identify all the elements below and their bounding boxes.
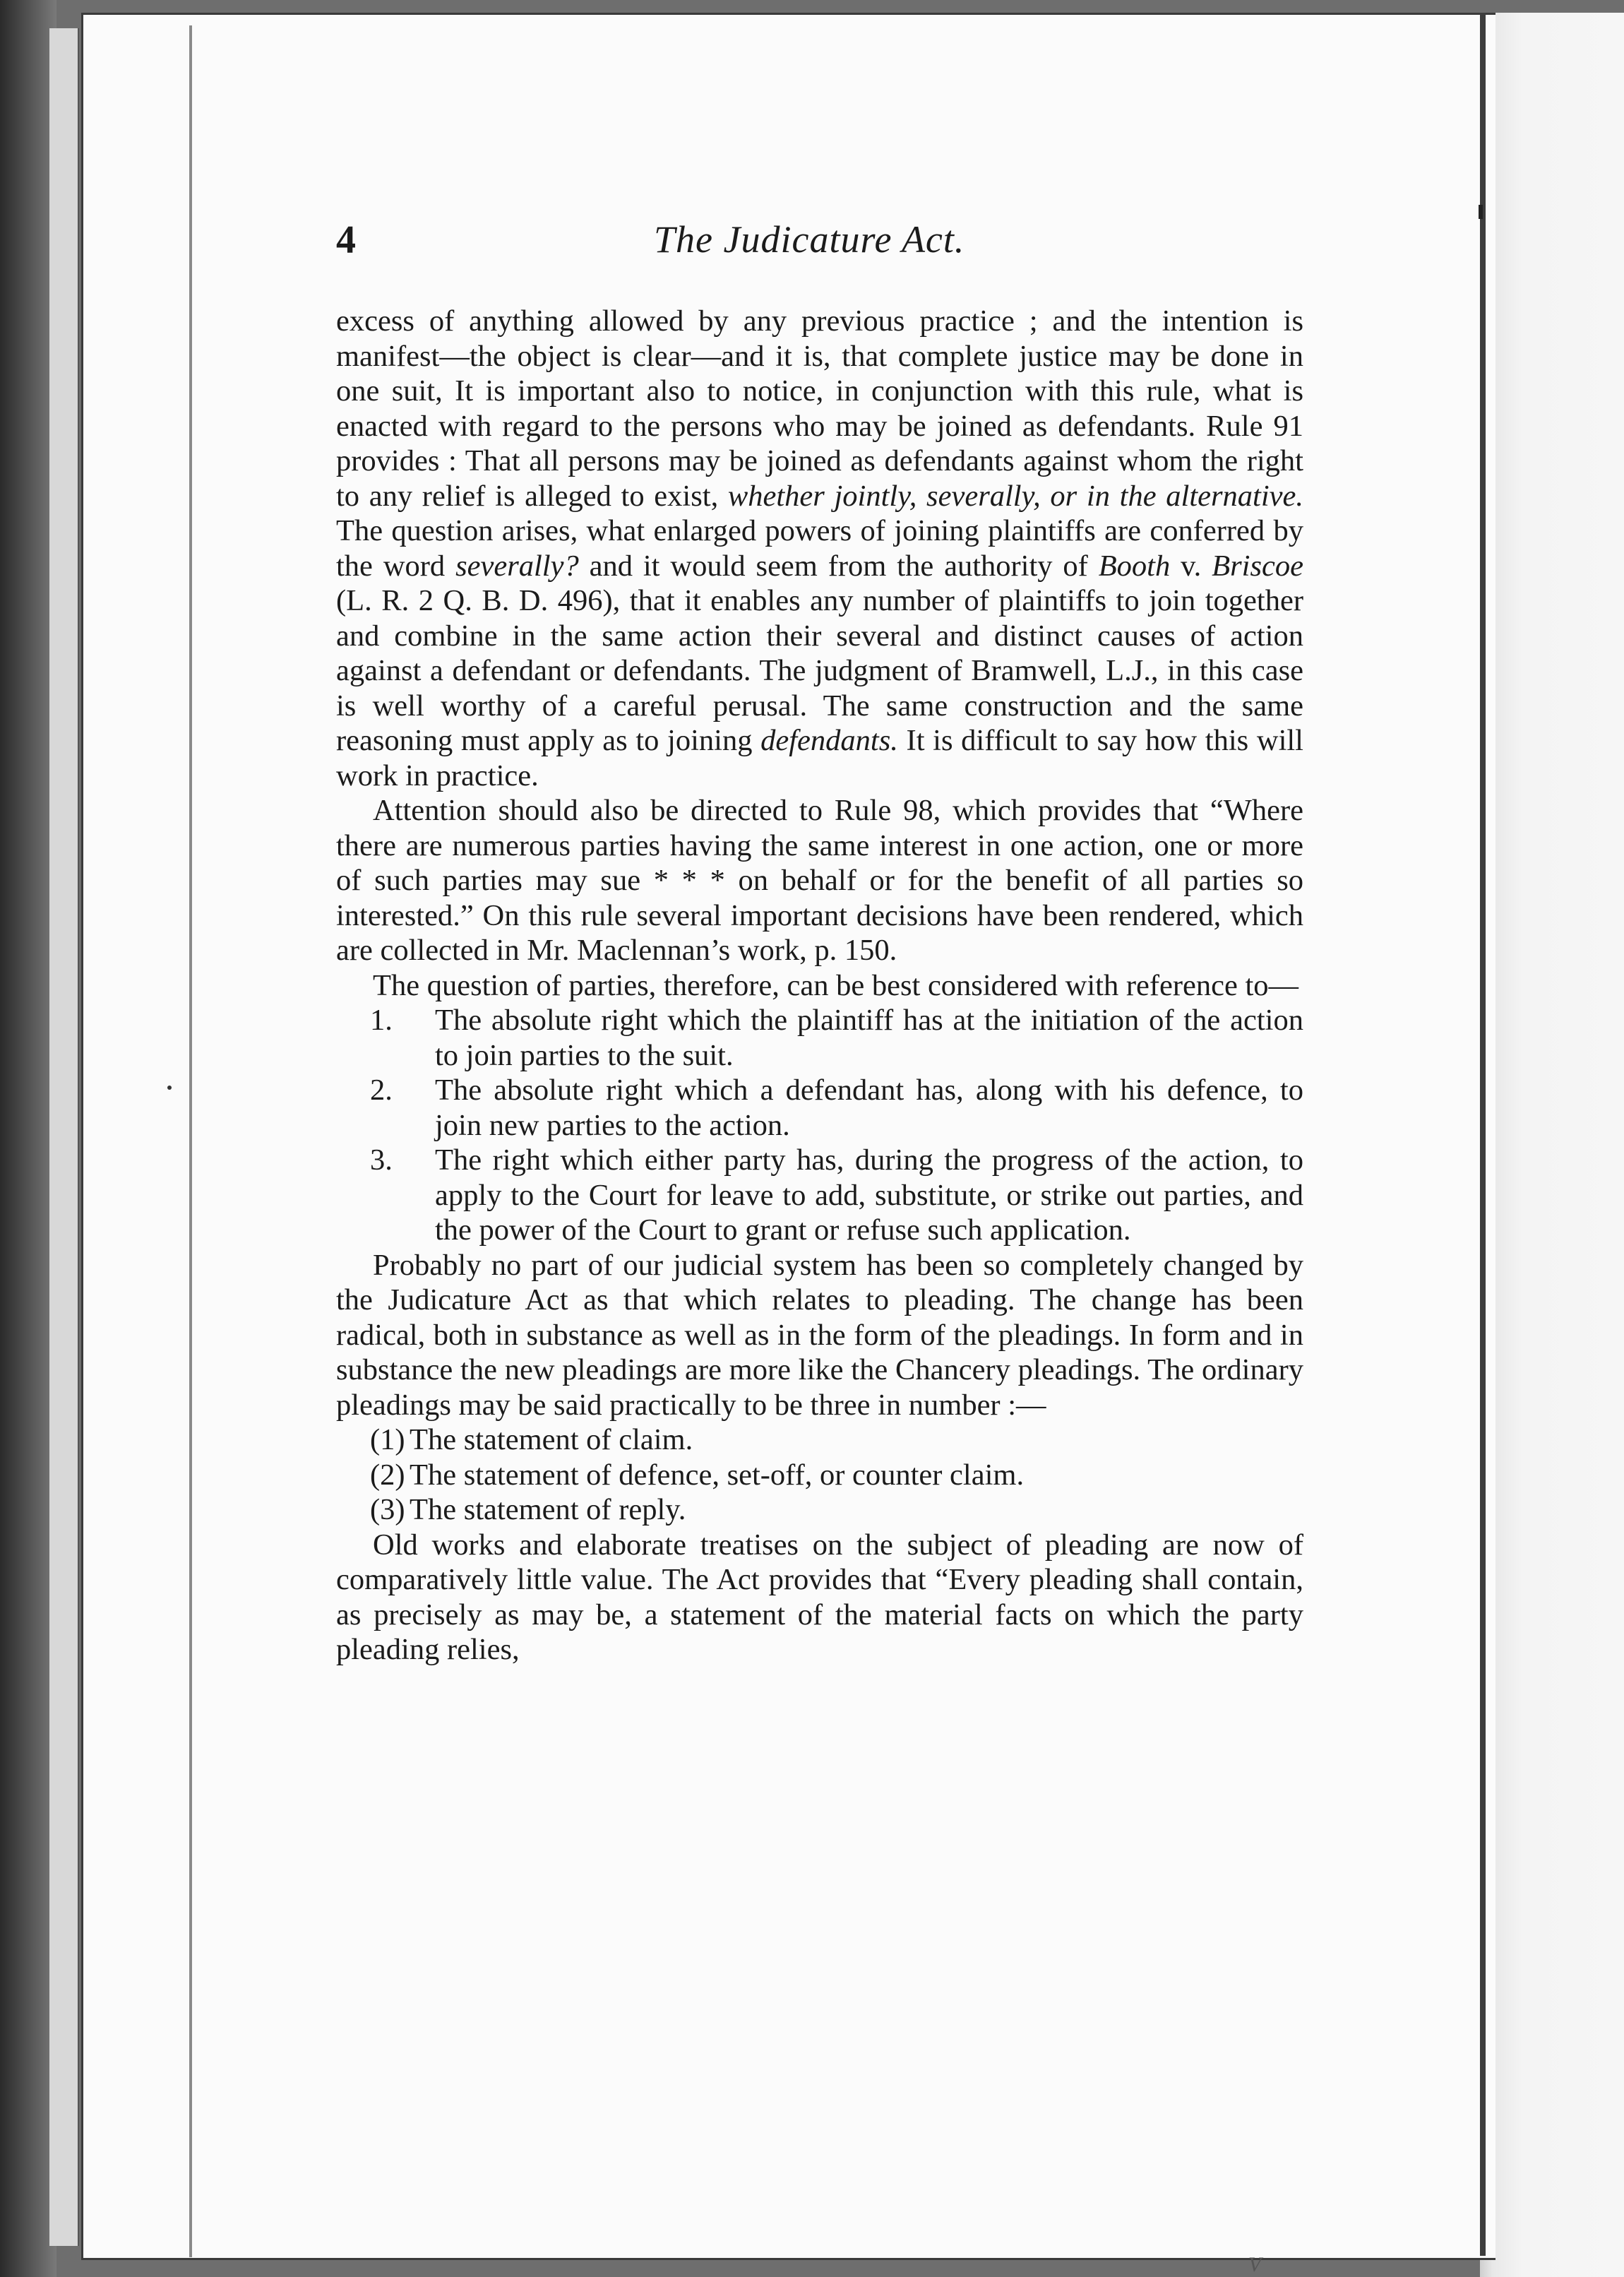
paragraph-4: Probably no part of our judicial system has been so completely changed by the Judicature Act as that which relates to pleading. The change has been radical, both in substance as well as in the form of the pleadings. In form and in substance the new pleadings are more like the Chancery pleadings. The ordinary pleadings may be said practically to be three in number :— — [336, 1248, 1303, 1422]
page-back-edge — [49, 28, 79, 2246]
paragraph-2: Attention should also be directed to Rule 98, which provides that “Where there are numerous parties having the same interest in one action, one or more of such parties may sue * * * on behalf or for the benefit of all parties so interested.” On this rule several important decisions have been rendered, which are collected in Mr. Maclennan’s work, p. 150. — [336, 794, 1303, 967]
running-head — [336, 212, 1303, 268]
paragraph-1-italic-quote: whether jointly, severally, or in the alternative. — [727, 479, 1303, 513]
fold-tick-mark — [1479, 205, 1483, 219]
list-item-number: 1. — [370, 1004, 393, 1037]
gutter-rule — [189, 25, 192, 2257]
page-number: 4 — [336, 218, 356, 262]
case-name-briscoe: Briscoe — [1212, 549, 1303, 583]
case-name-booth: Booth — [1098, 549, 1171, 583]
body-text — [336, 304, 1303, 1667]
paragraph-1-text-a: excess of anything allowed by any previous practice ; and the intention is manifest—the object is clear—and it is, that complete justice may be done in one suit, It is important also to notice, in conjunction with this rule, what is enacted with regard to the persons who may be joined as defendants. Rule 91 provides : That all persons may be joined as defendants against whom the right to any relief is alleged to exist, — [336, 304, 1303, 513]
running-title: The Judicature Act. — [654, 218, 965, 261]
paragraph-1-text-f: It is difficult to say how this will work in practice. — [336, 724, 1303, 792]
paragraph-5: Old works and elaborate treatises on the subject of pleading are now of comparatively little value. The Act provides that “Every pleading shall contain, as precisely as may be, a statement of the material facts on which the party pleading relies, — [336, 1528, 1303, 1666]
pleading-item — [336, 1422, 1303, 1458]
pleading-item-number: (1) — [370, 1423, 405, 1456]
list-item-text: The absolute right which a defendant has, along with his defence, to join new parties to the action. — [435, 1074, 1303, 1142]
pleading-item-number: (3) — [370, 1493, 405, 1526]
list-item — [336, 1073, 1303, 1143]
bottom-margin-mark: V — [1248, 2253, 1262, 2276]
paragraph-1 — [336, 304, 1303, 793]
pleading-item-number: (2) — [370, 1458, 405, 1492]
paragraph-1-text-b: The question arises, what enlarged powers of joining plaintiffs are conferred by the word — [336, 514, 1303, 583]
margin-speck — [167, 1086, 172, 1090]
pleading-item — [336, 1458, 1303, 1493]
paragraph-3: The question of parties, therefore, can be best considered with reference to— — [373, 968, 1299, 1002]
paragraph-1-text-c: and it would seem from the authority of — [578, 549, 1099, 583]
pleading-item-text: The statement of defence, set-off, or counter claim. — [410, 1458, 1025, 1492]
paragraph-1-text-e: (L. R. 2 Q. B. D. 496), that it enables any number of plaintiffs to join together and combine in the same action their several and distinct causes of action against a defendant or defendants. The judgment of Bramwell, L.J., in this case is well worthy of a careful perusal. The same construction and the same reasoning must apply as to joining — [336, 584, 1303, 757]
pleading-item — [336, 1492, 1303, 1528]
page-fold-rule — [1480, 13, 1486, 2256]
list-item — [336, 1143, 1303, 1248]
list-item — [336, 1003, 1303, 1073]
paragraph-1-text-d: v. — [1170, 549, 1212, 583]
scan-left-shadow — [0, 0, 56, 2277]
pleading-item-text: The statement of reply. — [410, 1493, 686, 1526]
list-item-text: The absolute right which the plaintiff has at the initiation of the action to join parties to the suit. — [435, 1004, 1303, 1072]
list-item-number: 2. — [370, 1074, 393, 1107]
pleading-item-text: The statement of claim. — [410, 1423, 693, 1456]
list-item-number: 3. — [370, 1143, 393, 1177]
paragraph-1-italic-defendants: defendants. — [760, 724, 898, 757]
paragraph-1-italic-severally: severally? — [455, 549, 579, 583]
list-item-text: The right which either party has, during the progress of the action, to apply to the Court for leave to add, substitute, or strike out parties, and the power of the Court to grant or refuse such application. — [435, 1143, 1303, 1247]
page-content — [336, 212, 1303, 1667]
facing-page-edge — [1480, 13, 1624, 2277]
